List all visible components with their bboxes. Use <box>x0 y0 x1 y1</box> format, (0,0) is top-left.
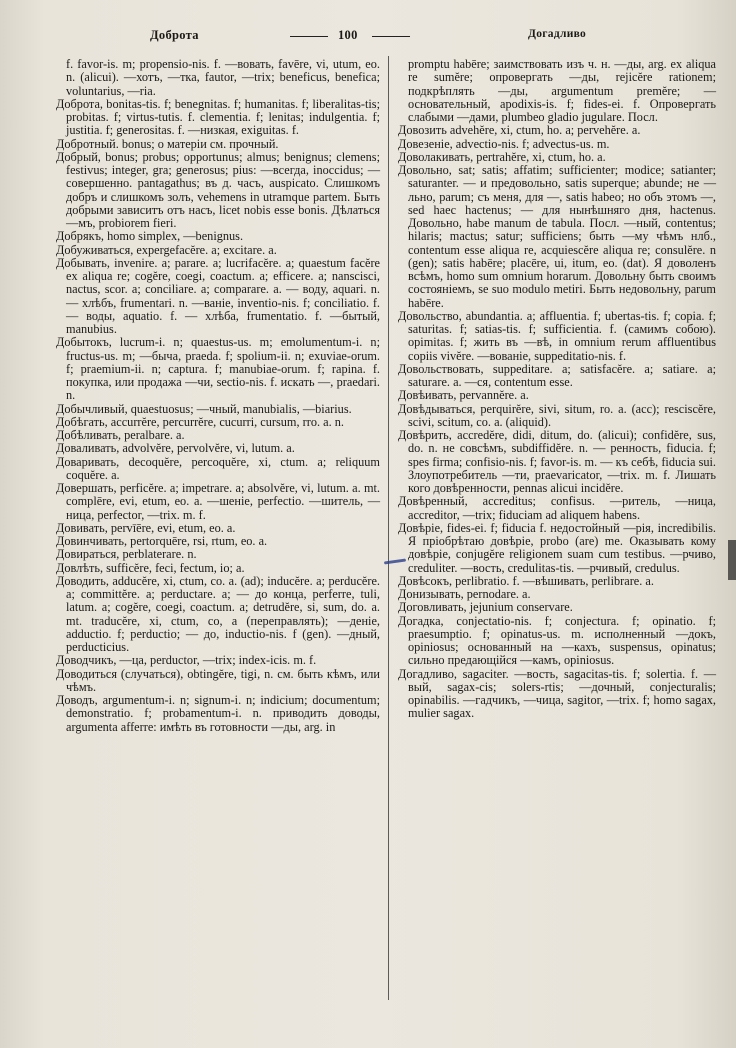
entry-definition: pernodare. a. <box>463 587 531 601</box>
entry-definition: expergefacĕre. a; excitare. a. <box>133 242 277 257</box>
entry-definition: lucrum-i. n; quaestus-us. m; emolumentum-i. n; fructus-us. m; —быча, praeda. f; spolium-ii. n; exuviae-orum. f; praemium-ii. n; captura. f; manubiae-orum. f; rapina. f. покупка, или продажа —чи, sectio-nis. f. искать —, praedari. n. <box>66 335 380 403</box>
dictionary-entry <box>398 601 716 614</box>
dictionary-entry <box>56 336 380 402</box>
entry-headword: Добрякъ, <box>56 229 105 244</box>
entry-headword: Довѣдываться, <box>398 401 476 416</box>
entry-definition: perblaterare. n. <box>119 547 197 562</box>
running-head-right: Догадливо <box>528 28 587 40</box>
dictionary-entry <box>56 562 380 575</box>
dictionary-entry <box>56 575 380 655</box>
entry-definition: argumentum-i. n; signum-i. n; indicium; documentum; demonstratio. f; probamentum-i. n. приводить доводы, argumenta afferre: имѣть въ готовности —ды, arg. in <box>66 693 380 734</box>
entry-definition: jejunium conservare. <box>466 600 573 615</box>
entry-headword: Довѣріе, <box>398 520 444 535</box>
entry-headword: Довивать, <box>56 520 108 535</box>
entry-headword: Догадка, <box>398 613 444 628</box>
entry-headword: Довозить <box>398 123 447 138</box>
right-column <box>398 58 716 721</box>
entry-headword: Довершать, <box>56 481 117 495</box>
entry-definition: (случаться), obtingĕre, tigi, n. см. быть кѣмъ, или чѣмъ. <box>66 666 380 694</box>
entry-headword: Доваливать, <box>56 441 120 456</box>
entry-definition: bonus; о матеріи см. прочный. <box>118 136 279 151</box>
dictionary-entry <box>56 548 380 561</box>
dictionary-entry <box>56 138 380 151</box>
entry-headword: Довольствовать, <box>398 361 484 376</box>
dictionary-entry <box>398 363 716 390</box>
entry-definition: homo simplex, —benignus. <box>104 229 244 244</box>
entry-definition: fides-ei. f; fiducia f. недостойный —рія, incredibilis. Я пріобрѣтаю довѣріе, probo (are) me. Оказывать кому довѣріе, conjugĕre religionem suam cum testibus. —рчиво, creduliter. —вость, credulitas-tis. —рчивый, credulus. <box>408 520 716 575</box>
entry-definition: quaestuosus; —чный, manubialis, —biarius. <box>127 401 352 416</box>
entry-headword: Добѣгать, <box>56 414 108 429</box>
dictionary-entry <box>398 588 716 601</box>
dictionary-entry <box>398 124 716 137</box>
entry-headword: Довольство, <box>398 308 462 323</box>
entry-definition: pervīēre, evi, etum, eo. a. <box>107 520 236 535</box>
entry-headword: Довираться, <box>56 547 120 562</box>
entry-definition: adducĕre, xi, ctum, co. a. (ad); inducĕre. a; perducĕre. a; committĕre. a; perductare. a; — до конца, perferre, tuli, latum. a; cogĕre, coegi, coactum. a; detrudĕre, si, sum, do. a. mt. traducĕre, xi, ctum, co, a (переправлять); —деніе, adductio. f; perductio; — до, inductio-nis. f (gen). —дный, perducticius. <box>66 573 380 654</box>
entry-headword: Добуживаться, <box>56 242 134 257</box>
entry-definition: abundantia. a; affluentia. f; ubertas-tis. f; copia. f; saturitas. f; satias-tis. f; sufficientia. f. (самимъ собою). opimitas. f; жить въ —вѣ, in omnium rerum affluentibus copiis vivĕre. —вованіе, suppeditatio-nis. f. <box>408 308 716 363</box>
dictionary-entry <box>398 668 716 721</box>
entry-headword: Доводиться <box>56 666 117 681</box>
column-divider <box>388 56 389 1000</box>
entry-definition: advectio-nis. f; advectus-us. m. <box>452 136 610 151</box>
dictionary-entry <box>398 615 716 668</box>
header-rule-right <box>372 36 410 37</box>
dictionary-entry <box>398 429 716 495</box>
entry-definition: sufficĕre, feci, fectum, io; a. <box>103 560 245 575</box>
entry-headword: Доводить, <box>56 573 109 588</box>
dictionary-entry <box>398 495 716 522</box>
entry-definition: perquirĕre, sivi, situm, ro. a. (acc); resciscĕre, scivi, scitum, co. a. (aliquid). <box>408 401 716 429</box>
entry-headword: Довѣсокъ, <box>398 573 453 588</box>
left-column <box>56 58 380 734</box>
entry-definition: decoquĕre, percoquĕre, xi, ctum. a; reliquum coquĕre. a. <box>66 454 380 482</box>
page-number: 100 <box>338 28 358 42</box>
dictionary-entry <box>56 482 380 522</box>
dictionary-entry <box>56 535 380 548</box>
dictionary-entry <box>398 522 716 575</box>
entry-definition: pertorquēre, rsi, rtum, eo. a. <box>127 534 268 548</box>
dictionary-entry <box>398 403 716 430</box>
entry-definition: pervannĕre. a. <box>456 388 529 403</box>
entry-definition: accredĕre, didi, ditum, do. (alicui); confidĕre, sus, do. n. не совсѣмъ, subdiffidĕre. n. — ренность, fiducia. f; spes firma; confisio-nis. f; favor-is. m. — къ себѣ, fiducia sui. Злоупотребитель —ти, praevaricator, —trix. m. f. Лишать кого довѣренности, pennas alicui incidĕre. <box>408 428 716 495</box>
dictionary-entry <box>398 164 716 310</box>
entry-headword: Довинчивать, <box>56 534 128 548</box>
dictionary-entry <box>398 138 716 151</box>
entry-definition: peralbare. a. <box>121 428 185 442</box>
entry-headword: Довлѣть, <box>56 560 104 575</box>
dictionary-entry <box>56 257 380 337</box>
dictionary-entry <box>56 694 380 734</box>
page-edge-mark <box>728 540 736 580</box>
entry-headword: Добрый, <box>56 149 101 164</box>
dictionary-entry <box>56 442 380 455</box>
entry-definition: promptu habēre; заимствовать изъ ч. н. —ды, arg. ex aliqua re sumĕre; опровергать —ды, rejicĕre rationem; подкрѣплять —ды, argumentum premĕre; — основательный, apodixis-is. f; fides-ei. f. Опровергать слабыми —дами, plumbeo gladio jugulare. Посл. <box>408 57 716 124</box>
entry-headword: Довезеніе, <box>398 136 453 151</box>
dictionary-entry <box>56 456 380 483</box>
entry-definition: f. favor-is. m; propensio-nis. f. —вовать, favēre, vi, utum, eo. n. (alicui). —хотъ, —тка, fautor, —trix; beneficus, benefica; voluntarius, —ria. <box>66 57 380 98</box>
entry-definition: sagaciter. —вость, sagacitas-tis. f; solertia. f. —вый, sagax-cis; solers-rtis; —дочный, conjecturalis; opinabilis. —гадчикъ, —чица, sagitor, —trix. f; homo sagax, mulier sagax. <box>408 666 716 721</box>
entry-headword: Добывать, <box>56 255 110 270</box>
dictionary-entry <box>56 668 380 695</box>
entry-headword: Довѣренный, <box>398 494 468 509</box>
dictionary-entry <box>398 310 716 363</box>
header-rule-left <box>290 36 328 37</box>
entry-headword: Довольно, <box>398 163 452 177</box>
entry-definition: accurrĕre, percurrĕre, cucurri, cursum, rro. a. n. <box>107 414 344 429</box>
entry-headword: Добычливый, <box>56 401 128 416</box>
dictionary-entry <box>56 522 380 535</box>
dictionary-entry <box>56 151 380 231</box>
entry-definition: perlibratio. f. —вѣшивать, perlibrare. a. <box>452 573 654 588</box>
dictionary-entry <box>56 98 380 138</box>
entry-continuation <box>398 58 716 124</box>
entry-headword: Догадливо, <box>398 666 457 681</box>
entry-headword: Договливать, <box>398 600 467 615</box>
entry-continuation <box>56 58 380 98</box>
dictionary-entry <box>56 403 380 416</box>
running-head-left: Доброта <box>150 28 199 42</box>
entry-headword: Добытокъ, <box>56 335 112 350</box>
entry-headword: Донизывать, <box>398 587 464 601</box>
entry-headword: Добротный. <box>56 136 119 151</box>
dictionary-entry <box>398 575 716 588</box>
entry-definition: bonitas-tis. f; benegnitas. f; humanitas. f; liberalitas-tis; probitas. f; virtus-tutis. f. clementia. f; lenitas; indulgentia. f; justitia. f; generositas. f. —низкая, exiguitas. f. <box>66 96 380 138</box>
entry-definition: advehĕre, xi, ctum, ho. a; pervehĕre. a. <box>446 123 641 138</box>
entry-definition: bonus; probus; opportunus; almus; benignus; clemens; festivus; integer, gra; generosus; pius: —всегда, inoccidus; —совершенно. pantagathus; въ д. часъ, auspicato. Слишкомъ добръ и слишкомъ золъ, vehemens in utramque partem. Быть добрыми зависитъ отъ насъ, licet nobis esse bonis. Дѣлаться —мъ, probiorem fieri. <box>66 149 380 230</box>
entry-headword: Доваривать, <box>56 454 120 469</box>
entry-definition: advolvĕre, pervolvĕre, vi, lutum. a. <box>119 441 295 456</box>
entry-definition: sat; satis; affatim; sufficienter; modice; satianter; saturanter. — и предовольно, satis superque; abunde; не —льно, parum; съ меня, для —, satis habeo; но объ этомъ —, sed haec hactenus; — для нынѣшняго дня, hactenus. Довольно, habe manum de tabula. Посл. —ный, contentus; hilaris; mactus; satur; sufficiens; быть —му чѣмъ нлб., contentum esse aliqua re, acquiescĕre aliqua re; consulĕre. n (gen); satis habēre; placēre, ui, itum, eo. (dat). Я доволенъ всѣмъ, homo sum omnium horarum. Довольну быть своимъ состояніемъ, se suo modulo metiri. Быть недовольну, parum habēre. <box>408 163 716 310</box>
entry-definition: pertrahĕre, xi, ctum, ho. a. <box>473 149 606 164</box>
entry-definition: —ца, perductor, —trix; index-icis. m. f. <box>116 653 317 668</box>
dictionary-entry <box>398 151 716 164</box>
dictionary-entry <box>56 654 380 667</box>
dictionary-entry <box>398 389 716 402</box>
dictionary-entry <box>56 429 380 442</box>
entry-definition: suppeditare. a; satisfacĕre. a; satiare. a; saturare. a. —ся, contentum esse. <box>408 361 716 389</box>
entry-headword: Добѣливать, <box>56 428 122 442</box>
dictionary-entry <box>56 230 380 243</box>
entry-headword: Довѣрить, <box>398 428 452 442</box>
entry-definition: perficĕre. a; impetrare. a; absolvĕre, vi, lutum. a. mt. complēre, evi, etum, eo. a. —шеніе, perfectio. —шитель, —ница, perfector, —trix. m. f. <box>66 481 380 522</box>
entry-definition: accreditus; confisus. —ритель, —ница, accreditor, —trix; fiduciam ad aliquem habens. <box>408 494 716 522</box>
dictionary-entry <box>56 244 380 257</box>
dictionary-entry <box>56 416 380 429</box>
entry-headword: Доводчикъ, <box>56 653 117 668</box>
entry-headword: Доброта, <box>56 96 103 111</box>
entry-definition: invenire. a; parare. a; lucrifacĕre. a; quaestum facĕre ex aliqua re; cogĕre, coegi, coactum. a; efficere. a; nanscisci, nactus, scor. a; conciliare. a; comparare. a. — воду, aquari. n. — хлѣбъ, frumentari. n. —ваніе, inventio-nis. f; conciliatio. f. — воды, aquatio. f. — хлѣба, frumentatio. f. —бытый, manubius. <box>66 255 380 336</box>
entry-headword: Доводъ, <box>56 693 98 707</box>
entry-headword: Доволакивать, <box>398 149 474 164</box>
entry-headword: Довѣивать, <box>398 388 457 403</box>
entry-definition: conjectatio-nis. f; conjectura. f; opinatio. f; praesumptio. f; opinatus-us. m. исполненный —докъ, opiniosus; основанный на —кахъ, suspensus, opinatus; сильно предающійся —камъ, opiniosus. <box>408 613 716 668</box>
